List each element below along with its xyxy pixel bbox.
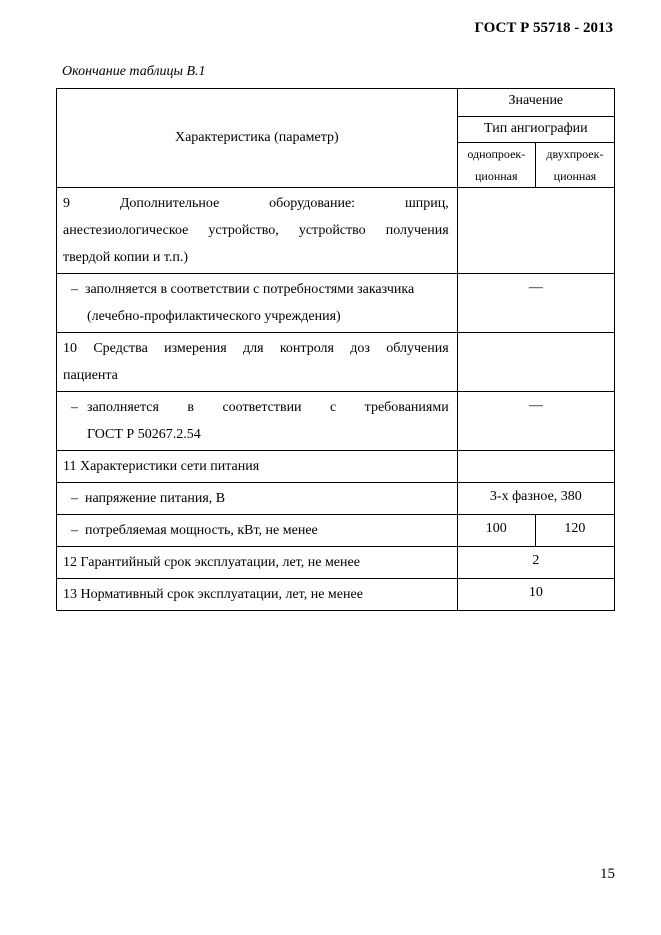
table-row xyxy=(57,392,615,451)
specification-table xyxy=(56,88,615,611)
row-9-value xyxy=(457,188,614,274)
row-11a-value: 3-х фазное, 380 xyxy=(457,483,614,515)
value-column-header: Значение xyxy=(457,89,614,117)
row-10-parameter: 10 Средства измерения для контроля доз облучения пациента xyxy=(57,333,458,392)
row-10a-parameter: – заполняется в соответствии с требованиями ГОСТ Р 50267.2.54 xyxy=(57,392,458,451)
table-row xyxy=(57,188,615,274)
row-10a-value: — xyxy=(457,392,614,451)
table-row xyxy=(57,515,615,547)
row-11-value xyxy=(457,451,614,483)
row-11-parameter: 11 Характеристики сети питания xyxy=(57,451,458,483)
row-9a-parameter: – заполняется в соответствии с потребностями заказчика (лечебно-профилактического учреждения) xyxy=(57,274,458,333)
table-row xyxy=(57,451,615,483)
table-row xyxy=(57,579,615,611)
parameter-column-header: Характеристика (параметр) xyxy=(57,89,458,188)
table-row xyxy=(57,274,615,333)
row-13-parameter: 13 Нормативный срок эксплуатации, лет, не менее xyxy=(57,579,458,611)
table-row xyxy=(57,333,615,392)
row-9a-value: — xyxy=(457,274,614,333)
biplane-header: двухпроек- ционная xyxy=(535,143,614,188)
row-11b-value-single: 100 xyxy=(457,515,535,547)
single-projection-header: однопроек- ционная xyxy=(457,143,535,188)
table-row xyxy=(57,483,615,515)
row-10-value xyxy=(457,333,614,392)
row-11b-parameter: – потребляемая мощность, кВт, не менее xyxy=(57,515,458,547)
row-12-parameter: 12 Гарантийный срок эксплуатации, лет, не менее xyxy=(57,547,458,579)
row-11a-parameter: – напряжение питания, В xyxy=(57,483,458,515)
table-row xyxy=(57,547,615,579)
row-12-value: 2 xyxy=(457,547,614,579)
row-9-parameter: 9 Дополнительное оборудование: шприц, анестезиологическое устройство, устройство получения твердой копии и т.п.) xyxy=(57,188,458,274)
angiography-type-header: Тип ангиографии xyxy=(457,117,614,143)
row-13-value: 10 xyxy=(457,579,614,611)
table-caption: Окончание таблицы В.1 xyxy=(62,64,206,79)
page-number: 15 xyxy=(600,866,615,882)
standard-id: ГОСТ Р 55718 - 2013 xyxy=(474,20,613,36)
row-11b-value-biplane: 120 xyxy=(535,515,614,547)
